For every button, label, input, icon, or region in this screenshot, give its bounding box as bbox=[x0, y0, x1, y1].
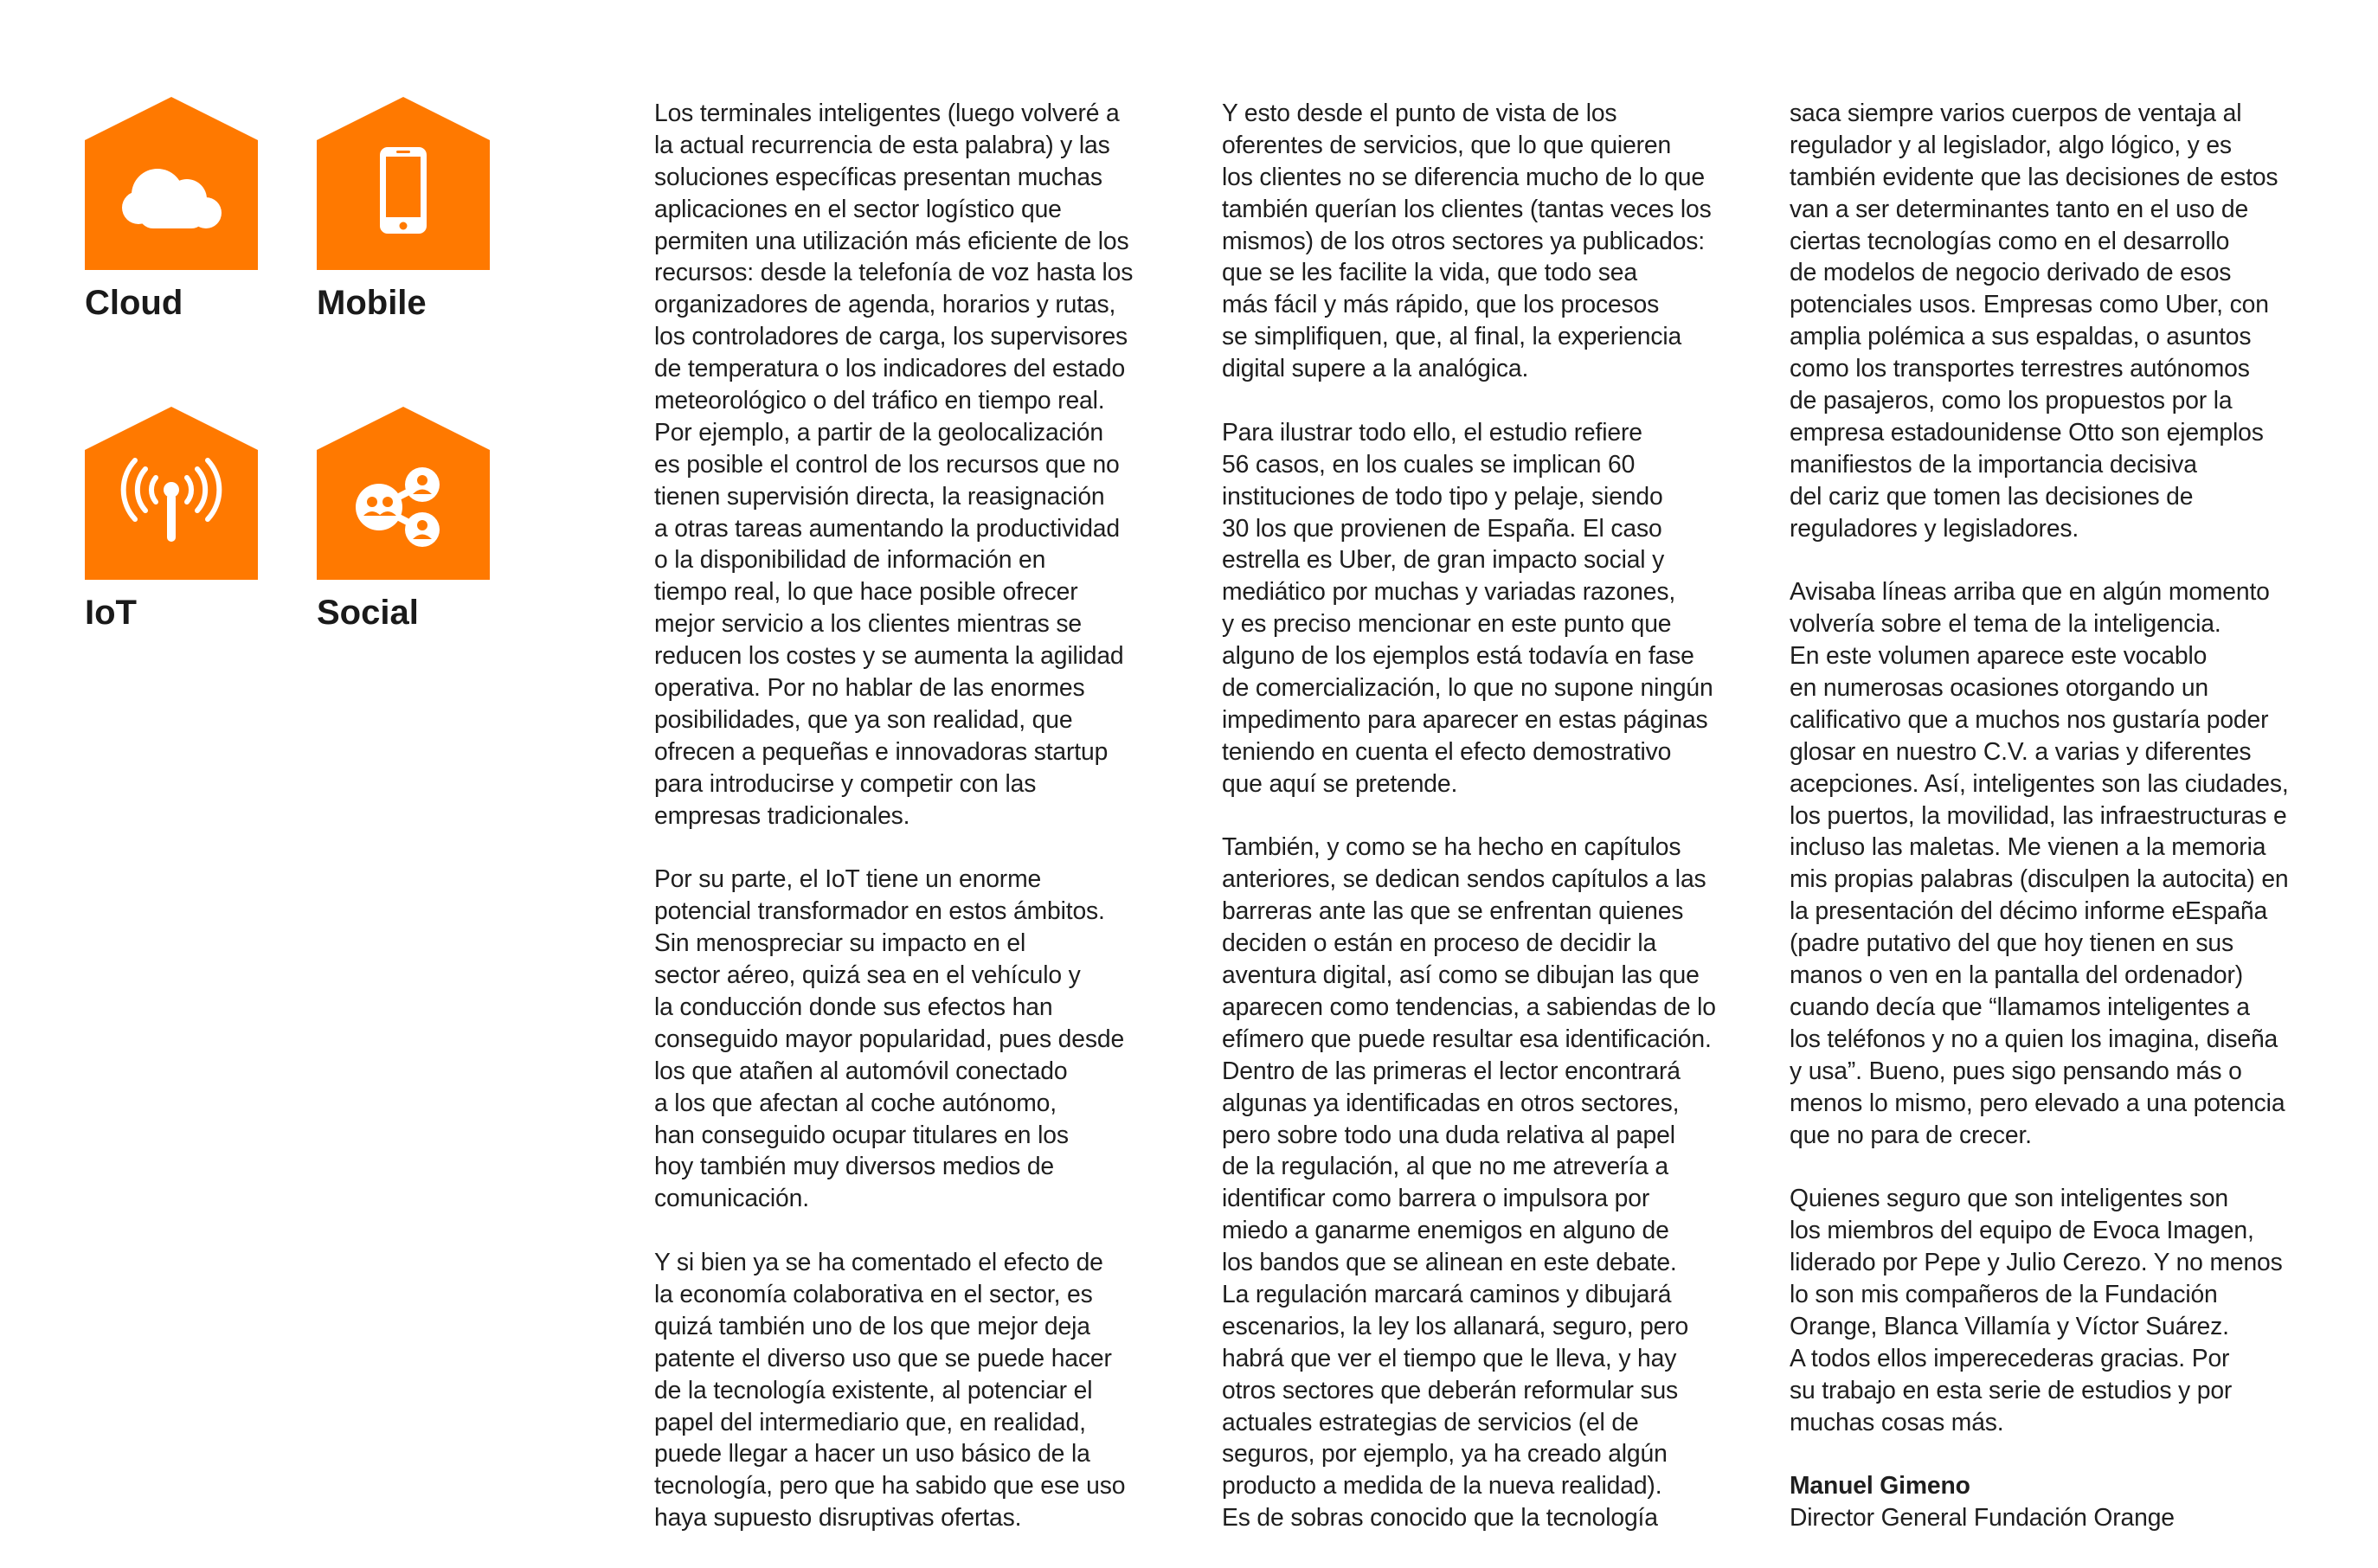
text-line: Los terminales inteligentes (luego volveré a bbox=[654, 99, 1120, 126]
text-line: escenarios, la ley los allanará, seguro, pero bbox=[1222, 1311, 1689, 1340]
text-line: Es de sobras conocido que la tecnología bbox=[1222, 1503, 1658, 1532]
social-label: Social bbox=[317, 594, 419, 632]
text-line: Para ilustrar todo ello, el estudio refiere bbox=[1222, 417, 1642, 446]
text-line: Por ejemplo, a partir de la geolocalización bbox=[654, 417, 1103, 446]
mobile-label: Mobile bbox=[317, 284, 427, 322]
text-line: Sin menospreciar su impacto en el bbox=[654, 929, 1026, 957]
text-line: su trabajo en esta serie de estudios y por bbox=[1790, 1375, 2233, 1404]
text-line: y usa”. Bueno, pues sigo pensando más o bbox=[1790, 1056, 2242, 1084]
text-line: menos lo mismo, pero elevado a una potencia bbox=[1790, 1088, 2285, 1116]
iot-tile bbox=[85, 407, 258, 632]
text-line: muchas cosas más. bbox=[1790, 1407, 2004, 1436]
text-line: es posible el control de los recursos que no bbox=[654, 449, 1120, 478]
text-line: En este volumen aparece este vocablo bbox=[1790, 641, 2208, 670]
text-line: a otras tareas aumentando la productividad bbox=[654, 513, 1120, 542]
text-line: deciden o están en proceso de decidir la bbox=[1222, 929, 1657, 957]
text-line: pero sobre todo una duda relativa al papel bbox=[1222, 1120, 1675, 1148]
text-line: La regulación marcará caminos y dibujará bbox=[1222, 1279, 1672, 1308]
text-line: los miembros del equipo de Evoca Imagen, bbox=[1790, 1216, 2254, 1244]
text-line: efímero que puede resultar esa identificación. bbox=[1222, 1024, 1712, 1052]
text-line: impedimento para aparecer en estas páginas bbox=[1222, 704, 1708, 733]
text-line: incluso las maletas. Me vienen a la memoria bbox=[1790, 832, 2266, 861]
text-line: seguros, por ejemplo, ya ha creado algún bbox=[1222, 1439, 1668, 1468]
iot-antenna-icon bbox=[85, 407, 258, 580]
paragraph-gap bbox=[1222, 800, 1758, 832]
text-line: que no para de crecer. bbox=[1790, 1120, 2032, 1148]
text-line: de modelos de negocio derivado de esos bbox=[1790, 258, 2232, 286]
text-line: (padre putativo del que hoy tienen en sus bbox=[1790, 929, 2233, 957]
text-line: puede llegar a hacer un uso básico de la bbox=[654, 1439, 1090, 1468]
text-line: barreras ante las que se enfrentan quienes bbox=[1222, 896, 1684, 925]
text-line: Y si bien ya se ha comentado el efecto de bbox=[654, 1248, 1103, 1276]
text-line: los controladores de carga, los supervisores bbox=[654, 322, 1128, 350]
text-line: amplia polémica a sus espaldas, o asuntos bbox=[1790, 322, 2252, 350]
text-line: los teléfonos y no a quien los imagina, diseña bbox=[1790, 1024, 2278, 1052]
paragraph-gap bbox=[654, 831, 1191, 863]
text-line: producto a medida de la nueva realidad). bbox=[1222, 1471, 1662, 1500]
text-line: la actual recurrencia de esta palabra) y las bbox=[654, 130, 1110, 158]
text-line: conseguido mayor popularidad, pues desde bbox=[654, 1024, 1125, 1052]
text-line: a los que afectan al coche autónomo, bbox=[654, 1088, 1057, 1116]
text-line: cuando decía que “llamamos inteligentes a bbox=[1790, 992, 2250, 1020]
text-line: soluciones específicas presentan muchas bbox=[654, 162, 1102, 190]
text-line: los que atañen al automóvil conectado bbox=[654, 1056, 1068, 1084]
text-line: Avisaba líneas arriba que en algún momento bbox=[1790, 577, 2270, 606]
text-line: quizá también uno de los que mejor deja bbox=[654, 1311, 1090, 1340]
text-line: glosar en nuestro C.V. a varias y diferentes bbox=[1790, 736, 2252, 765]
paragraph-gap bbox=[1222, 384, 1758, 416]
text-line: calificativo que a muchos nos gustaría poder bbox=[1790, 704, 2269, 733]
text-line: 56 casos, en los cuales se implican 60 bbox=[1222, 449, 1636, 478]
text-line: sector aéreo, quizá sea en el vehículo y bbox=[654, 961, 1081, 989]
text-line: como los transportes terrestres autónomos bbox=[1790, 354, 2250, 382]
text-line: recursos: desde la telefonía de voz hasta los bbox=[654, 258, 1134, 286]
text-line: permiten una utilización más eficiente de los bbox=[654, 226, 1129, 254]
text-line: de pasajeros, como los propuestos por la bbox=[1790, 386, 2233, 414]
text-line: otros sectores que deberán reformular sus bbox=[1222, 1375, 1679, 1404]
text-line: anteriores, se dedican sendos capítulos a las bbox=[1222, 864, 1706, 893]
text-column-1 bbox=[654, 97, 1191, 1533]
iot-label: IoT bbox=[85, 594, 137, 632]
text-line: y es preciso mencionar en este punto que bbox=[1222, 609, 1672, 638]
text-line: tienen supervisión directa, la reasignación bbox=[654, 481, 1105, 510]
text-line: A todos ellos imperecederas gracias. Por bbox=[1790, 1343, 2230, 1372]
text-line: tiempo real, lo que hace posible ofrecer bbox=[654, 577, 1078, 606]
text-line: la conducción donde sus efectos han bbox=[654, 992, 1053, 1020]
text-line: mediático por muchas y variadas razones, bbox=[1222, 577, 1676, 606]
signature-name: Manuel Gimeno bbox=[1790, 1471, 1970, 1500]
text-line: volvería sobre el tema de la inteligencia. bbox=[1790, 609, 2221, 638]
text-line: regulador y al legislador, algo lógico, y es bbox=[1790, 130, 2232, 158]
cloud-label: Cloud bbox=[85, 284, 183, 322]
social-tile bbox=[317, 407, 490, 632]
text-line: mejor servicio a los clientes mientras se bbox=[654, 609, 1082, 638]
text-line: para introducirse y competir con las bbox=[654, 768, 1037, 797]
text-line: van a ser determinantes tanto en el uso de bbox=[1790, 194, 2249, 222]
text-line: tecnología, pero que ha sabido que ese uso bbox=[654, 1471, 1126, 1500]
text-line: posibilidades, que ya son realidad, que bbox=[654, 704, 1073, 733]
text-line: los clientes no se diferencia mucho de lo que bbox=[1222, 162, 1705, 190]
text-line: algunas ya identificadas en otros sectores, bbox=[1222, 1088, 1680, 1116]
social-network-icon bbox=[317, 407, 490, 580]
text-line: potencial transformador en estos ámbitos. bbox=[654, 896, 1105, 925]
text-column-2 bbox=[1222, 97, 1758, 1533]
text-line: más fácil y más rápido, que los procesos bbox=[1222, 290, 1660, 318]
signature-title: Director General Fundación Orange bbox=[1790, 1503, 2175, 1532]
text-line: Orange, Blanca Villamía y Víctor Suárez. bbox=[1790, 1311, 2229, 1340]
text-line: Y esto desde el punto de vista de los bbox=[1222, 99, 1617, 126]
mobile-tile bbox=[317, 97, 490, 322]
text-line: Por su parte, el IoT tiene un enorme bbox=[654, 864, 1042, 893]
text-line: hoy también muy diversos medios de bbox=[654, 1152, 1055, 1180]
text-line: acepciones. Así, inteligentes son las ciudades, bbox=[1790, 768, 2289, 797]
text-line: manifiestos de la importancia decisiva bbox=[1790, 449, 2197, 478]
text-line: operativa. Por no hablar de las enormes bbox=[654, 673, 1085, 702]
text-line: manos o ven en la pantalla del ordenador) bbox=[1790, 961, 2243, 989]
text-line: liderado por Pepe y Julio Cerezo. Y no menos bbox=[1790, 1248, 2283, 1276]
text-line: o la disponibilidad de información en bbox=[654, 545, 1046, 574]
text-line: papel del intermediario que, en realidad, bbox=[654, 1407, 1086, 1436]
text-line: habrá que ver el tiempo que le lleva, y hay bbox=[1222, 1343, 1677, 1372]
cloud-tile bbox=[85, 97, 258, 322]
text-line: empresa estadounidense Otto son ejemplos bbox=[1790, 417, 2264, 446]
text-line: instituciones de todo tipo y pelaje, siendo bbox=[1222, 481, 1663, 510]
cloud-icon bbox=[85, 97, 258, 270]
paragraph-gap bbox=[654, 1214, 1191, 1246]
text-line: mis propias palabras (disculpen la autocita) en bbox=[1790, 864, 2289, 893]
text-line: digital supere a la analógica. bbox=[1222, 354, 1529, 382]
text-line: Quienes seguro que son inteligentes son bbox=[1790, 1184, 2228, 1212]
text-line: los bandos que se alinean en este debate. bbox=[1222, 1248, 1677, 1276]
text-line: mismos) de los otros sectores ya publicados: bbox=[1222, 226, 1705, 254]
text-line: aplicaciones en el sector logístico que bbox=[654, 194, 1062, 222]
text-line: saca siempre varios cuerpos de ventaja al bbox=[1790, 99, 2242, 126]
text-line: los puertos, la movilidad, las infraestructuras e bbox=[1790, 800, 2287, 829]
text-line: lo son mis compañeros de la Fundación bbox=[1790, 1279, 2218, 1308]
text-line: también querían los clientes (tantas veces los bbox=[1222, 194, 1712, 222]
text-line: meteorológico o del tráfico en tiempo real. bbox=[654, 386, 1105, 414]
text-line: potenciales usos. Empresas como Uber, con bbox=[1790, 290, 2269, 318]
text-line: oferentes de servicios, que lo que quieren bbox=[1222, 130, 1672, 158]
text-line: ciertas tecnologías como en el desarrollo bbox=[1790, 226, 2230, 254]
text-line: en numerosas ocasiones otorgando un bbox=[1790, 673, 2208, 702]
text-line: de la regulación, al que no me atrevería a bbox=[1222, 1152, 1668, 1180]
text-line: haya supuesto disruptivas ofertas. bbox=[654, 1503, 1022, 1532]
text-line: Dentro de las primeras el lector encontrará bbox=[1222, 1056, 1681, 1084]
text-line: organizadores de agenda, horarios y rutas, bbox=[654, 290, 1116, 318]
text-line: aventura digital, así como se dibujan las que bbox=[1222, 961, 1700, 989]
paragraph-gap bbox=[1790, 1150, 2326, 1182]
text-line: reguladores y legisladores. bbox=[1790, 513, 2079, 542]
text-line: también evidente que las decisiones de estos bbox=[1790, 162, 2278, 190]
text-line: reducen los costes y se aumenta la agilidad bbox=[654, 641, 1124, 670]
text-line: empresas tradicionales. bbox=[654, 800, 910, 829]
text-line: que aquí se pretende. bbox=[1222, 768, 1458, 797]
text-line: del cariz que tomen las decisiones de bbox=[1790, 481, 2194, 510]
text-column-3 bbox=[1790, 97, 2326, 1533]
paragraph-gap bbox=[1790, 543, 2326, 575]
text-line: estrella es Uber, de gran impacto social y bbox=[1222, 545, 1665, 574]
text-line: También, y como se ha hecho en capítulos bbox=[1222, 832, 1681, 861]
text-line: que se les facilite la vida, que todo sea bbox=[1222, 258, 1637, 286]
text-line: miedo a ganarme enemigos en alguno de bbox=[1222, 1216, 1669, 1244]
text-line: la economía colaborativa en el sector, es bbox=[654, 1279, 1093, 1308]
text-line: actuales estrategias de servicios (el de bbox=[1222, 1407, 1639, 1436]
text-line: comunicación. bbox=[654, 1184, 809, 1212]
text-line: aparecen como tendencias, a sabiendas de lo bbox=[1222, 992, 1716, 1020]
text-line: ofrecen a pequeñas e innovadoras startup bbox=[654, 736, 1109, 765]
text-line: de temperatura o los indicadores del estado bbox=[654, 354, 1126, 382]
text-line: la presentación del décimo informe eEspaña bbox=[1790, 896, 2268, 925]
text-line: han conseguido ocupar titulares en los bbox=[654, 1120, 1069, 1148]
text-line: identificar como barrera o impulsora por bbox=[1222, 1184, 1650, 1212]
text-line: de comercialización, lo que no supone ningún bbox=[1222, 673, 1713, 702]
text-line: teniendo en cuenta el efecto demostrativo bbox=[1222, 736, 1672, 765]
mobile-icon bbox=[317, 97, 490, 270]
text-line: 30 los que provienen de España. El caso bbox=[1222, 513, 1662, 542]
text-line: de la tecnología existente, al potenciar el bbox=[654, 1375, 1093, 1404]
text-line: se simplifiquen, que, al final, la experiencia bbox=[1222, 322, 1682, 350]
text-line: alguno de los ejemplos está todavía en fase bbox=[1222, 641, 1694, 670]
text-line: patente el diverso uso que se puede hacer bbox=[654, 1343, 1112, 1372]
